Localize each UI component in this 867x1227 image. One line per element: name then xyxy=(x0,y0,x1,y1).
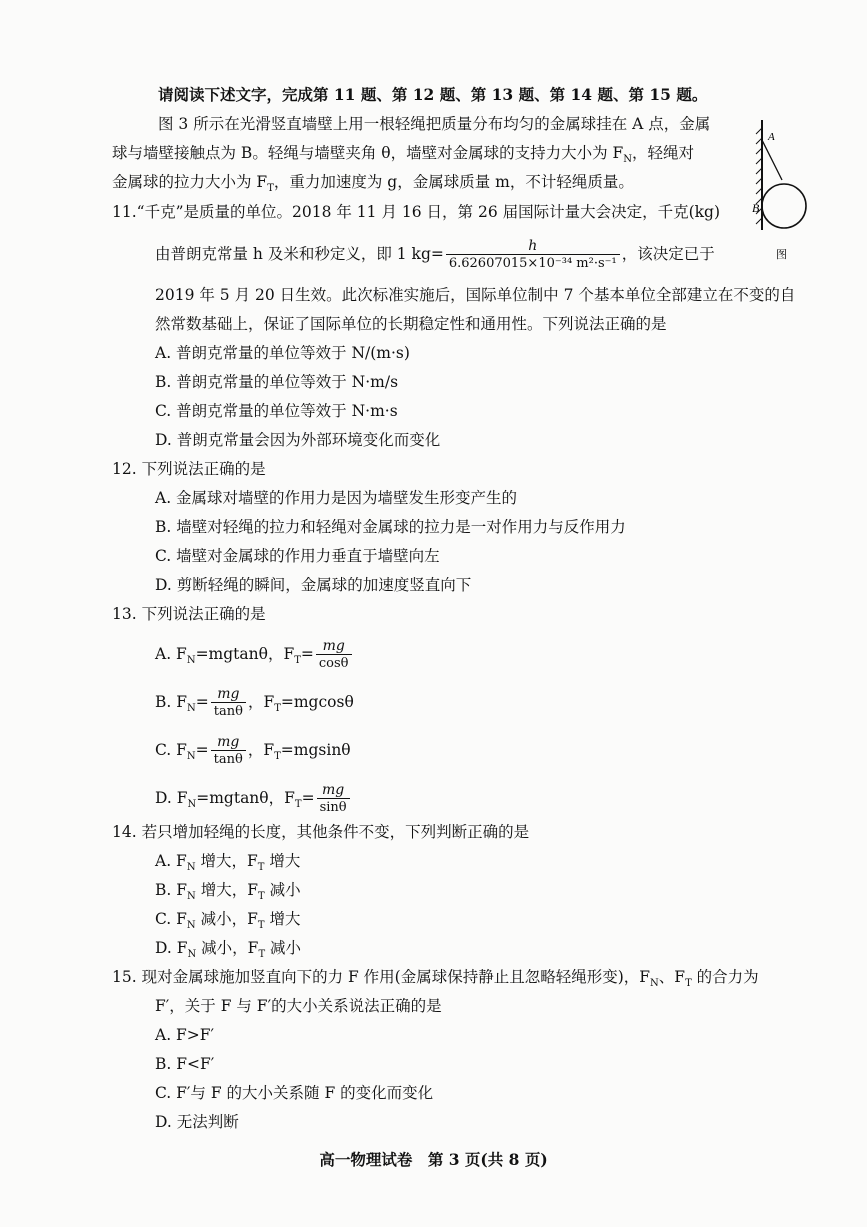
q13-option-b[interactable]: B. $F_N=$ $\frac{mg}{\tan\theta}$ ，$F_T=mgcos\theta$ xyxy=(155,686,354,719)
q14-option-d[interactable]: D. $F_N$ 减小，$F_T$ 减小 xyxy=(155,939,302,961)
wall-ball-diagram xyxy=(752,118,814,268)
figure-3 xyxy=(752,118,814,268)
q11-option-b[interactable]: B. 普朗克常量的单位等效于 N·m/s xyxy=(155,373,399,391)
label-a: A xyxy=(768,131,775,143)
q12-option-c[interactable]: C. 墙壁对金属球的作用力垂直于墙壁向左 xyxy=(155,547,440,565)
q15-option-c[interactable]: C. F′与 F 的大小关系随 F 的变化而变化 xyxy=(155,1084,434,1102)
q12-option-a[interactable]: A. 金属球对墙壁的作用力是因为墙壁发生形变产生的 xyxy=(155,489,518,507)
q14-option-b[interactable]: B. $F_N$ 增大，$F_T$ 减小 xyxy=(155,881,301,903)
intro-line-3: 金属球的拉力大小为 $F_T$，重力加速度为 g，金属球质量 m，不计轻绳质量。 xyxy=(112,173,634,195)
q11-option-a[interactable]: A. 普朗克常量的单位等效于 N/(m·s) xyxy=(155,344,410,362)
q11-line-4: 然常数基础上，保证了国际单位的长期稳定性和通用性。下列说法正确的是 xyxy=(155,315,667,333)
intro-line-2: 球与墙壁接触点为 B。轻绳与墙壁夹角 θ，墙壁对金属球的支持力大小为 $F_N$，轻绳对 xyxy=(112,144,695,166)
label-b: B xyxy=(752,201,760,215)
q13-option-c[interactable]: C. $F_N=$ $\frac{mg}{\tan\theta}$ ，$F_T=mgsin\theta$ xyxy=(155,734,351,767)
q15-option-b[interactable]: B. F<F′ xyxy=(155,1055,215,1073)
q11-option-d[interactable]: D. 普朗克常量会因为外部环境变化而变化 xyxy=(155,431,441,449)
q11-line-3: 2019 年 5 月 20 日生效。此次标准实施后，国际单位制中 7 个基本单位全部建立在不变的自 xyxy=(155,286,796,304)
q11-line-1: 11.“千克”是质量的单位。2018 年 11 月 16 日，第 26 届国际计量大会决定，千克(kg) xyxy=(112,203,721,221)
q15-option-a[interactable]: A. F>F′ xyxy=(155,1026,215,1044)
q12-stem: 12. 下列说法正确的是 xyxy=(112,460,266,478)
q14-option-c[interactable]: C. $F_N$ 减小，$F_T$ 增大 xyxy=(155,910,301,932)
q15-line-1: 15. 现对金属球施加竖直向下的力 F 作用(金属球保持静止且忽略轻绳形变)，$F_N$、$F_T$ 的合力为 xyxy=(112,968,759,990)
q15-line-2: F′，关于 F 与 F′的大小关系说法正确的是 xyxy=(155,997,442,1015)
q13-option-a[interactable]: A. $F_N=mgtan\theta$，$F_T=$ $\frac{mg}{\cos\theta}$ xyxy=(155,638,354,672)
reading-instruction: 请阅读下述文字，完成第 11 题、第 12 题、第 13 题、第 14 题、第 15 题。 xyxy=(158,85,708,104)
q14-stem: 14. 若只增加轻绳的长度，其他条件不变，下列判断正确的是 xyxy=(112,823,530,841)
q13-option-d[interactable]: D. $F_N=mgtan\theta$，$F_T=$ $\frac{mg}{\sin\theta}$ xyxy=(155,782,352,816)
intro-line-1: 图 3 所示在光滑竖直墙壁上用一根轻绳把质量分布均匀的金属球挂在 A 点，金属 xyxy=(158,115,711,133)
page-footer: 高一物理试卷 第 3 页(共 8 页) xyxy=(319,1150,548,1169)
q11-option-c[interactable]: C. 普朗克常量的单位等效于 N·m·s xyxy=(155,402,398,420)
q14-option-a[interactable]: A. $F_N$ 增大，$F_T$ 增大 xyxy=(155,852,301,874)
q12-option-b[interactable]: B. 墙壁对轻绳的拉力和轻绳对金属球的拉力是一对作用力与反作用力 xyxy=(155,518,626,536)
figure-caption: 图 xyxy=(776,249,787,261)
q12-option-d[interactable]: D. 剪断轻绳的瞬间，金属球的加速度竖直向下 xyxy=(155,576,472,594)
q15-option-d[interactable]: D. 无法判断 xyxy=(155,1113,239,1131)
q11-line-2: 由普朗克常量 h 及米和秒定义，即 1 kg= $\frac{h}{\text{6.62607015×10⁻³⁴ m²·s⁻¹}}$ ，该决定已于 xyxy=(155,238,715,271)
q13-stem: 13. 下列说法正确的是 xyxy=(112,605,266,623)
kg-definition-fraction: $\frac{h}{\text{6.62607015×10⁻³⁴ m²·s⁻¹}}$ xyxy=(446,238,620,272)
